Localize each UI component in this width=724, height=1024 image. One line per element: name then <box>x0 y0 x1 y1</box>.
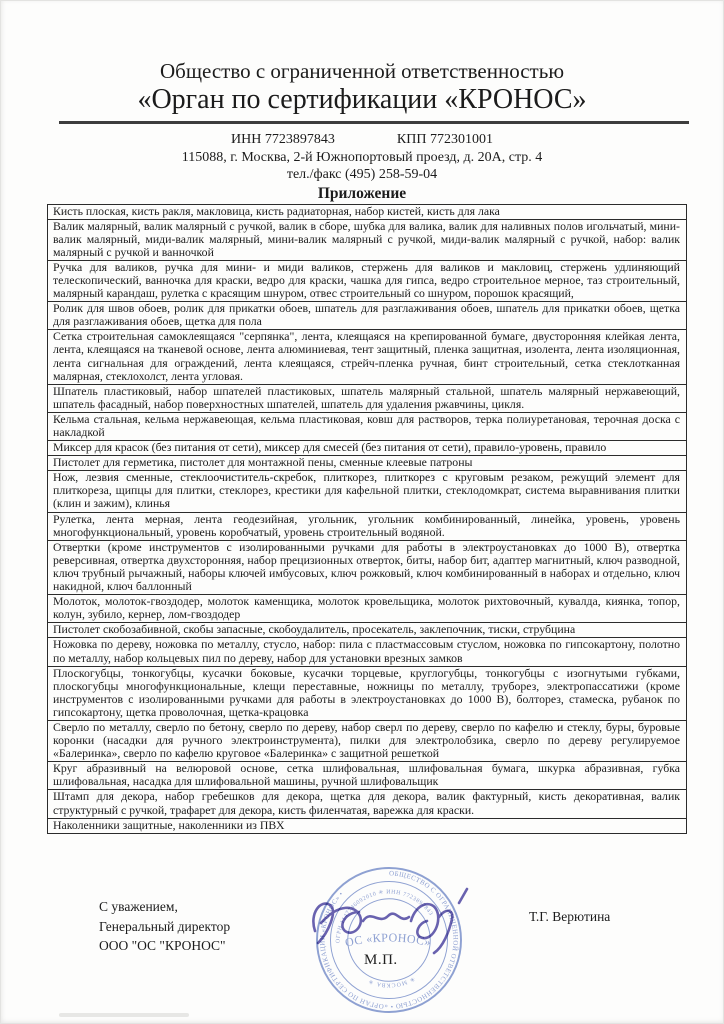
stamp-place-label: М.П. <box>364 952 398 968</box>
table-row: Валик малярный, валик малярный с ручкой, валик в сборе, шубка для валика, валик для наливных полов игольчатый, мини-валик малярный, миди-валик малярный, мини-валик малярный с ручкой, миди-валик малярный с ручкой, набор: валик малярный с ручкой и ванночкой <box>47 220 687 261</box>
inn-value: ИНН 7723897843 <box>231 132 335 147</box>
org-name-line: «Орган по сертификации «КРОНОС» <box>137 84 587 115</box>
appendix-title: Приложение <box>317 184 407 202</box>
stamp-inner-ring-bottom-text: ✳ МОСКВА ✳ <box>367 974 416 988</box>
requisites-line <box>1 131 723 149</box>
product-list-table <box>47 204 687 834</box>
table-row: Наколенники защитные, наколенники из ПВХ <box>47 819 687 834</box>
table-row: Нож, лезвия сменные, стеклоочиститель-скребок, плиткорез, плиткорез с круговым резаком, режущий элемент для плиткореза, щипцы для плитки, стеклорез, крестики для кафельной плитки, стеклодомкрат, система выравнивания плитки (клин и зажим), клинья <box>47 471 687 512</box>
signer-name: Т.Г. Верютина <box>529 909 611 924</box>
stamp-center-text: ОС «КРОНОС» <box>343 930 433 950</box>
letterhead-divider <box>59 121 689 124</box>
table-row: Рулетка, лента мерная, лента геодезийная, угольник, угольник комбинированный, линейка, уровень, уровень многофункциональный, уровень коробчатый, уровень строительный водяной. <box>47 513 687 541</box>
closing-line: С уважением, <box>99 899 178 914</box>
phone-fax-line: тел./факс (495) 258-59-04 <box>286 167 438 182</box>
address-line: 115088, г. Москва, 2-й Южнопортовый проезд, д. 20А, стр. 4 <box>181 149 543 165</box>
table-row: Ножовка по дереву, ножовка по металлу, стусло, набор: пила с пластмассовым стуслом, ножовка по гипсокартону, полотно по металлу, набор кольцевых пил по дереву, набор для установки врезных замков <box>47 638 687 666</box>
table-row: Круг абразивный на велюровой основе, сетка шлифовальная, шлифовальная бумага, шкурка абразивная, губка шлифовальная, насадка для шлифовальной машины, ручной шлифовальщик <box>47 762 687 790</box>
table-row: Ручка для валиков, ручка для мини- и миди валиков, стержень для валиков и макловиц, стержень удлиняющий телескопический, ванночка для краски, ведро для краски, чашка для гипса, ведро строительное мерное, таз строительный, малярный карандаш, рулетка с красящим шнуром, отвес строительный со шнуром, порошок красящий, <box>47 261 687 302</box>
table-row: Кельма стальная, кельма нержавеющая, кельма пластиковая, ковш для растворов, терка полиуретановая, терочная доска с накладкой <box>47 413 687 441</box>
stamp-inner-ring-top-text: ОГРН 1147746092010 ✳ ИНН 7723897843 <box>335 889 434 944</box>
table-row: Пистолет скобозабивной, скобы запасные, скобоудалитель, просекатель, заклепочник, тиски, струбцина <box>47 623 687 638</box>
table-row: Плоскогубцы, тонкогубцы, кусачки боковые, кусачки торцевые, круглогубцы, тонкогубцы с изогнутыми губками, плоскогубцы многофункциональные, клещи переставные, ножницы по металлу, труборез, электропассатижи (кроме инструментов с изолированными ручками для работы в электроустановках до 1000 В), болторез, стамеска, рубанок по гипсокартону, щетка проволочная, щетка-крацовка <box>47 667 687 721</box>
table-row: Сетка строительная самоклеящаяся "серпянка", лента, клеящаяся на крепированной бумаге, двусторонняя клейкая лента, лента, клеящаяся на тканевой основе, лента алюминиевая, тент защитный, пленка защитная, изолента, лента изоляционная, лента сигнальная для ограждений, лента клеящаяся, стрейч-пленка ручная, бинт строительный, сетка стеклотканная малярная, стеклохолст, лента угловая. <box>47 330 687 384</box>
signature-block <box>99 897 230 956</box>
position-line: Генеральный директор <box>99 918 231 934</box>
company-line: ООО "ОС "КРОНОС" <box>99 938 226 953</box>
kpp-value: КПП 772301001 <box>396 132 493 147</box>
scan-artifact <box>59 1013 189 1017</box>
table-row: Отвертки (кроме инструментов с изолированными ручками для работы в электроустановках до 1000 В), отвертка реверсивная, отвертка двухсторонняя, набор прецизионных отверток, биты, набор бит, адаптер магнитный, ключ разводной, ключ трубный рычажный, наборы ключей имбусовых, ключ рожковый, ключ комбинированный в наборах и отдельно, ключ накидной, ключ баллонный <box>47 541 687 595</box>
letterhead <box>1 1 723 203</box>
table-row: Ролик для швов обоев, ролик для прикатки обоев, шпатель для разглаживания обоев, шпатель для прикатки обоев, щетка для разглаживания обоев, щетка для пола <box>47 302 687 330</box>
table-row: Сверло по металлу, сверло по бетону, сверло по дереву, набор сверл по дереву, сверло по кафелю и стеклу, буры, буровые коронки (насадки для ручного электроинструмента), пилки для электролобзика, сверло по дереву регулируемое «Балеринка», сверло по кафелю круговое «Балеринка» с защитной решеткой <box>47 721 687 762</box>
table-row: Кисть плоская, кисть ракля, макловица, кисть радиаторная, набор кистей, кисть для лака <box>47 204 687 220</box>
stamp-outer-ring-text: ОБЩЕСТВО С ОГРАНИЧЕННОЙ ОТВЕТСТВЕННОСТЬЮ • «ОРГАН ПО СЕРТИФИКАЦИИ «КРОНОС» • <box>319 870 459 1010</box>
table-row: Молоток, молоток-гвоздодер, молоток каменщика, молоток кровельщика, молоток рихтовочный, кувалда, киянка, топор, колун, зубило, кернер, лом-гвоздодер <box>47 595 687 623</box>
table-row: Шпатель пластиковый, набор шпателей пластиковых, шпатель малярный стальной, шпатель малярный нержавеющий, шпатель фасадный, набор поверхностных шпателей, шпатель для удаления ржавчины, цикля. <box>47 385 687 413</box>
org-type-line: Общество с ограниченной ответственностью <box>159 59 565 83</box>
table-row: Миксер для красок (без питания от сети), миксер для смесей (без питания от сети), правило-уровень, правило <box>47 441 687 456</box>
table-row: Пистолет для герметика, пистолет для монтажной пены, сменные клеевые патроны <box>47 456 687 471</box>
table-row: Штамп для декора, набор гребешков для декора, щетка для декора, валик фактурный, кисть декоративная, валик структурный с ручкой, трафарет для декора, кисть филенчатая, варежка для краски. <box>47 790 687 818</box>
